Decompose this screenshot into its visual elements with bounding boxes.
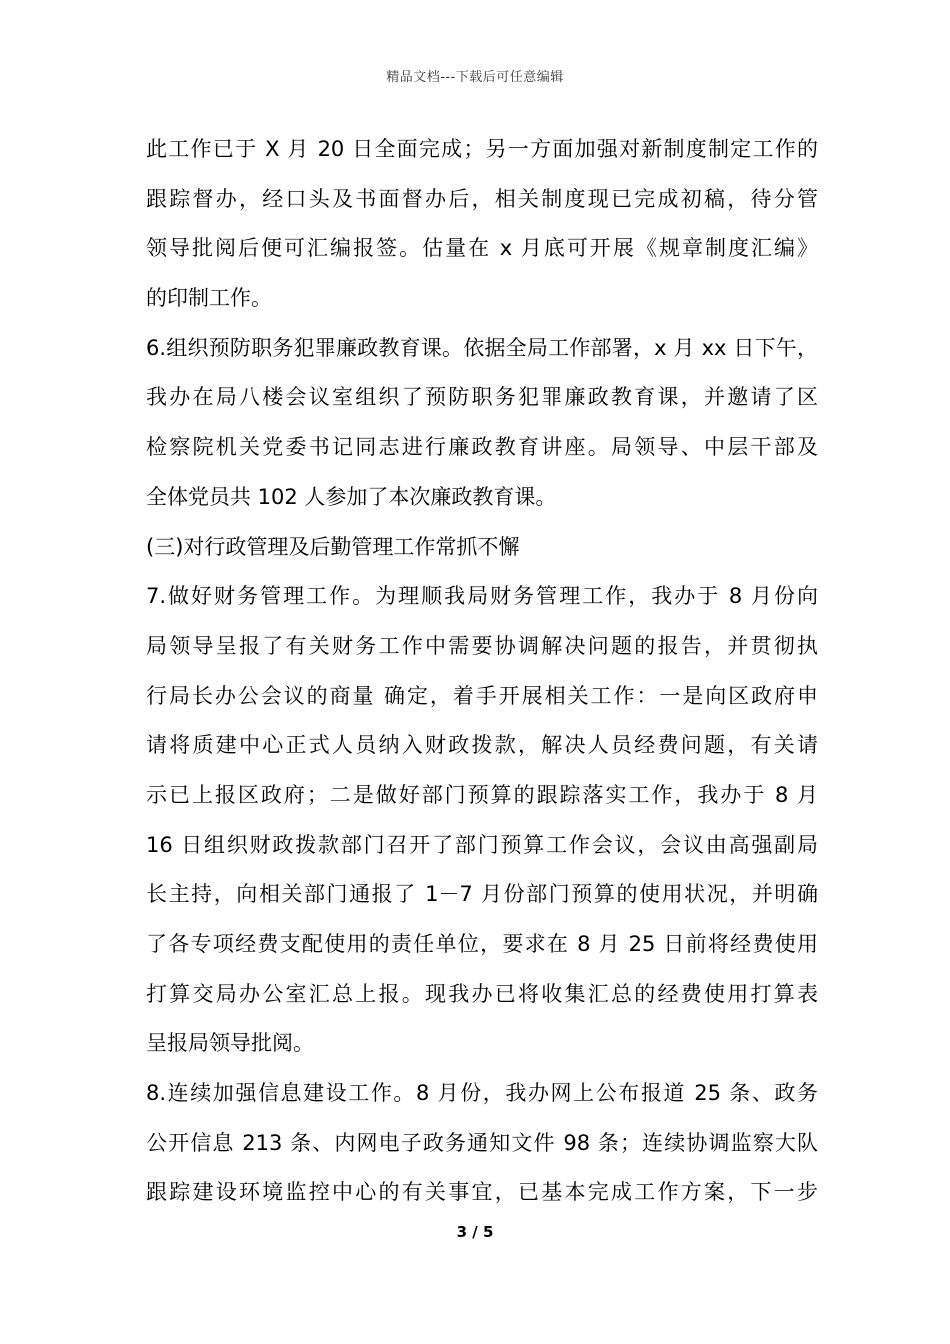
text-line: 长主持，向相关部门通报了 1－7 月份部门预算的使用状况，并明确 [146,882,818,907]
text-line: 我办在局八楼会议室组织了预防职务犯罪廉政教育课，并邀请了区 [146,385,818,410]
text-line: 打算交局办公室汇总上报。现我办已将收集汇总的经费使用打算表 [146,981,818,1006]
text-line: 了各专项经费支配使用的责任单位，要求在 8 月 25 日前将经费使用 [146,932,818,956]
text-line: 请将质建中心正式人员纳入财政拨款，解决人员经费问题，有关请 [146,733,818,758]
text-line: 领导批阅后便可汇编报签。估量在 x 月底可开展《规章制度汇编》 [146,236,818,261]
text-line: 7.做好财务管理工作。为理顺我局财务管理工作，我办于 8 月份向 [146,584,818,609]
text-line: 行局长办公会议的商量 确定，着手开展相关工作：一是向区政府申 [146,683,818,708]
text-line: 跟踪建设环境监控中心的有关事宜，已基本完成工作方案，下一步 [146,1180,818,1205]
text-line: 全体党员共 102 人参加了本次廉政教育课。 [146,484,557,509]
page-number: 3 / 5 [456,1223,494,1241]
page-header: 精品文档---下载后可任意编辑 [386,70,564,85]
text-line: 呈报局领导批阅。 [146,1031,314,1056]
text-line: 16 日组织财政拨款部门召开了部门预算工作会议，会议由高强副局 [146,832,818,857]
text-line: 此工作已于 X 月 20 日全面完成；另一方面加强对新制度制定工作的 [146,137,818,161]
text-line: 6.组织预防职务犯罪廉政教育课。依据全局工作部署，x 月 xx 日下午， [146,335,818,360]
text-line: 局领导呈报了有关财务工作中需要协调解决问题的报告，并贯彻执 [146,633,818,658]
text-line: 8.连续加强信息建设工作。8 月份，我办网上公布报道 25 条、政务 [146,1081,818,1106]
text-line: 示已上报区政府；二是做好部门预算的跟踪落实工作，我办于 8 月 [146,782,818,807]
text-line: 检察院机关党委书记同志进行廉政教育讲座。局领导、中层干部及 [146,435,818,460]
text-line: 的印制工作。 [146,286,272,311]
text-line: 公开信息 213 条、内网电子政务通知文件 98 条；连续协调监察大队 [146,1130,818,1155]
document-body [146,125,818,1218]
section-heading: (三)对行政管理及后勤管理工作常抓不懈 [146,534,520,559]
text-line: 跟踪督办，经口头及书面督办后，相关制度现已完成初稿，待分管 [146,186,818,211]
